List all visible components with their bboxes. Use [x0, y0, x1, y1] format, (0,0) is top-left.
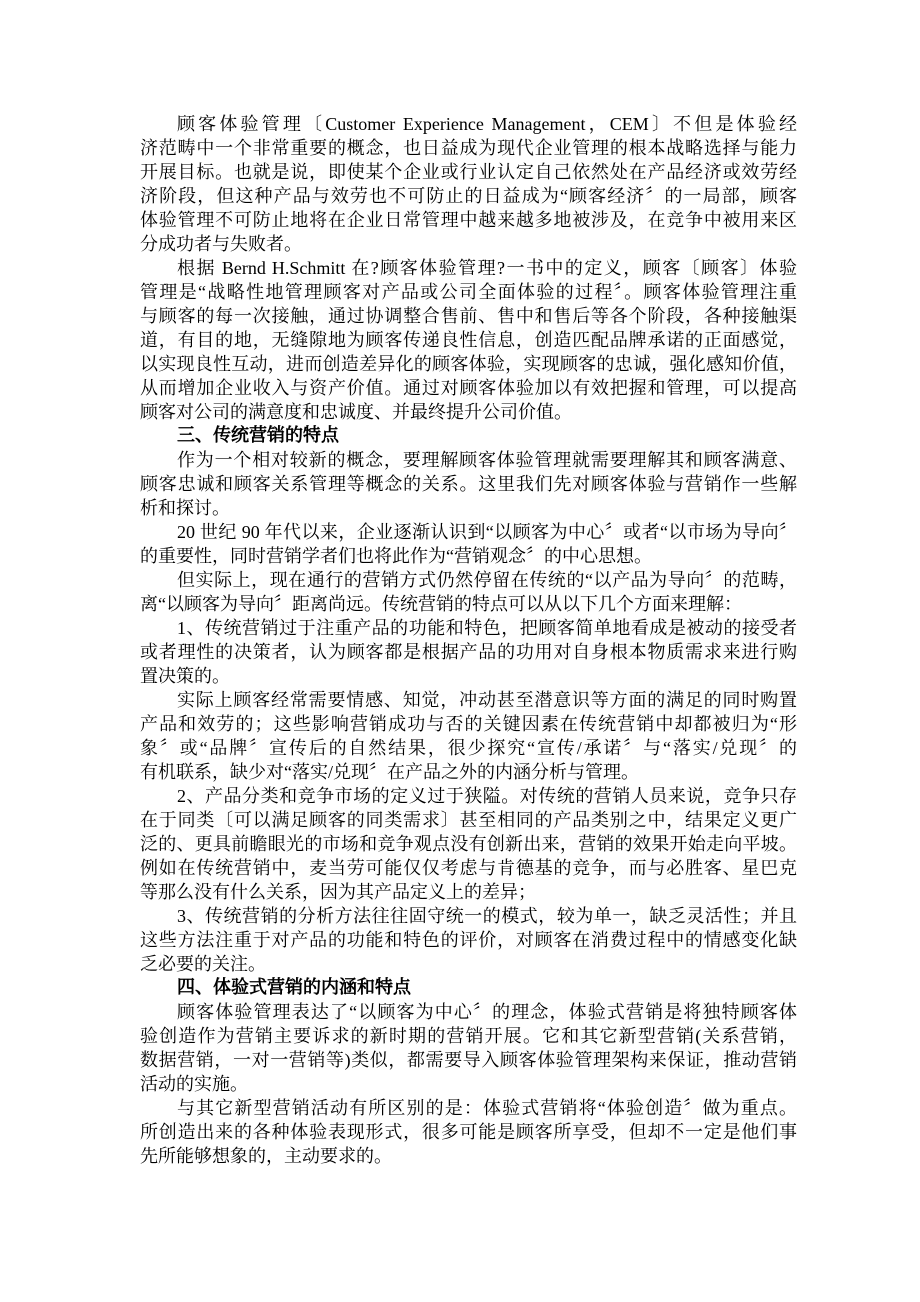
text-line: 乏必要的关注。	[140, 954, 266, 974]
text-line: 道，有目的地，无缝隙地为顾客传递良性信息，创造匹配品牌承诺的正面感觉，	[140, 330, 797, 350]
text-line: 但实际上，现在通行的营销方式仍然停留在传统的“以产品为导向〞的范畴，	[177, 570, 797, 590]
paragraph	[140, 112, 797, 256]
text-line: 济阶段，但这种产品与效劳也不可防止的日益成为“顾客经济〞的一局部，顾客	[140, 186, 797, 206]
text-line: 根据 Bernd H.Schmitt 在?顾客体验管理?一书中的定义，顾客〔顾客〕体验	[177, 258, 797, 278]
text-line: 体验管理不可防止地将在企业日常管理中越来越多地被涉及，在竞争中被用来区	[140, 210, 797, 230]
text-line: 顾客体验管理表达了“以顾客为中心〞的理念，体验式营销是将独特顾客体	[177, 1002, 797, 1022]
text-line: 有机联系，缺少对“落实/兑现〞在产品之外的内涵分析与管理。	[140, 762, 639, 782]
text-line: 分成功者与失败者。	[140, 234, 302, 254]
section-heading: 四、体验式营销的内涵和特点	[177, 977, 411, 998]
paragraph	[140, 1096, 797, 1168]
text-line: 置决策的。	[140, 666, 230, 686]
text-line: 与顾客的每一次接触，通过协调整合售前、售中和售后等各个阶段，各种接触渠	[140, 306, 797, 326]
text-line: 济范畴中一个非常重要的概念，也日益成为现代企业管理的根本战略选择与能力	[140, 138, 797, 158]
text-line: 2、产品分类和竞争市场的定义过于狭隘。对传统的营销人员来说，竞争只存	[177, 786, 797, 806]
text-line: 开展目标。也就是说，即使某个企业或行业认定自己依然处在产品经济或效劳经	[140, 162, 797, 182]
paragraph	[140, 784, 797, 904]
text-line: 作为一个相对较新的概念，要理解顾客体验管理就需要理解其和顾客满意、	[177, 450, 797, 470]
section-heading: 三、传统营销的特点	[177, 425, 339, 446]
text-line: 所创造出来的各种体验表现形式，很多可能是顾客所享受，但却不一定是他们事	[140, 1122, 797, 1142]
text-line: 这些方法注重于对产品的功能和特色的评价，对顾客在消费过程中的情感变化缺	[140, 930, 797, 950]
text-line: 1、传统营销过于注重产品的功能和特色，把顾客简单地看成是被动的接受者	[177, 618, 797, 638]
text-line: 从而增加企业收入与资产价值。通过对顾客体验加以有效把握和管理，可以提高	[140, 378, 797, 398]
text-line: 泛的、更具前瞻眼光的市场和竞争观点没有创新出来，营销的效果开始走向平坡。	[140, 834, 797, 854]
document-page	[140, 112, 797, 1168]
text-line: 顾客体验管理〔Customer Experience Management，CEM〕不但是体验经	[177, 114, 797, 134]
text-line: 验创造作为营销主要诉求的新时期的营销开展。它和其它新型营销(关系营销，	[140, 1026, 797, 1046]
text-line: 离“以顾客为导向〞距离尚远。传统营销的特点可以从以下几个方面来理解：	[140, 594, 742, 614]
paragraph	[140, 688, 797, 784]
paragraph	[140, 520, 797, 568]
paragraph	[140, 616, 797, 688]
text-line: 20 世纪 90 年代以来，企业逐渐认识到“以顾客为中心〞或者“以市场为导向〞	[177, 522, 797, 542]
text-line: 析和探讨。	[140, 498, 230, 518]
text-line: 等那么没有什么关系，因为其产品定义上的差异；	[140, 882, 536, 902]
text-line: 以实现良性互动，进而创造差异化的顾客体验，实现顾客的忠诚，强化感知价值，	[140, 354, 797, 374]
text-line: 活动的实施。	[140, 1074, 248, 1094]
text-line: 例如在传统营销中，麦当劳可能仅仅考虑与肯德基的竞争，而与必胜客、星巴克	[140, 858, 797, 878]
text-line: 象〞或“品牌〞宣传后的自然结果，很少探究“宣传/承诺〞与“落实/兑现〞的	[140, 738, 797, 758]
paragraph	[140, 904, 797, 976]
text-line: 管理是“战略性地管理顾客对产品或公司全面体验的过程〞。顾客体验管理注重	[140, 282, 797, 302]
paragraph	[140, 256, 797, 424]
text-line: 产品和效劳的；这些影响营销成功与否的关键因素在传统营销中却都被归为“形	[140, 714, 797, 734]
text-line: 数据营销，一对一营销等)类似，都需要导入顾客体验管理架构来保证，推动营销	[140, 1050, 797, 1070]
text-line: 的重要性，同时营销学者们也将此作为“营销观念〞的中心思想。	[140, 546, 652, 566]
text-line: 顾客忠诚和顾客关系管理等概念的关系。这里我们先对顾客体验与营销作一些解	[140, 474, 797, 494]
text-line: 在于同类〔可以满足顾客的同类需求〕甚至相同的产品类别之中，结果定义更广	[140, 810, 797, 830]
paragraph	[140, 448, 797, 520]
text-line: 或者理性的决策者，认为顾客都是根据产品的功用对自身根本物质需求来进行购	[140, 642, 797, 662]
text-line: 先所能够想象的，主动要求的。	[140, 1146, 392, 1166]
text-line: 3、传统营销的分析方法往往固守统一的模式，较为单一，缺乏灵活性；并且	[177, 906, 797, 926]
text-line: 实际上顾客经常需要情感、知觉，冲动甚至潜意识等方面的满足的同时购置	[177, 690, 797, 710]
paragraph	[140, 568, 797, 616]
paragraph	[140, 1000, 797, 1096]
text-line: 顾客对公司的满意度和忠诚度、并最终提升公司价值。	[140, 402, 572, 422]
text-line: 与其它新型营销活动有所区别的是：体验式营销将“体验创造〞做为重点。	[177, 1098, 797, 1118]
